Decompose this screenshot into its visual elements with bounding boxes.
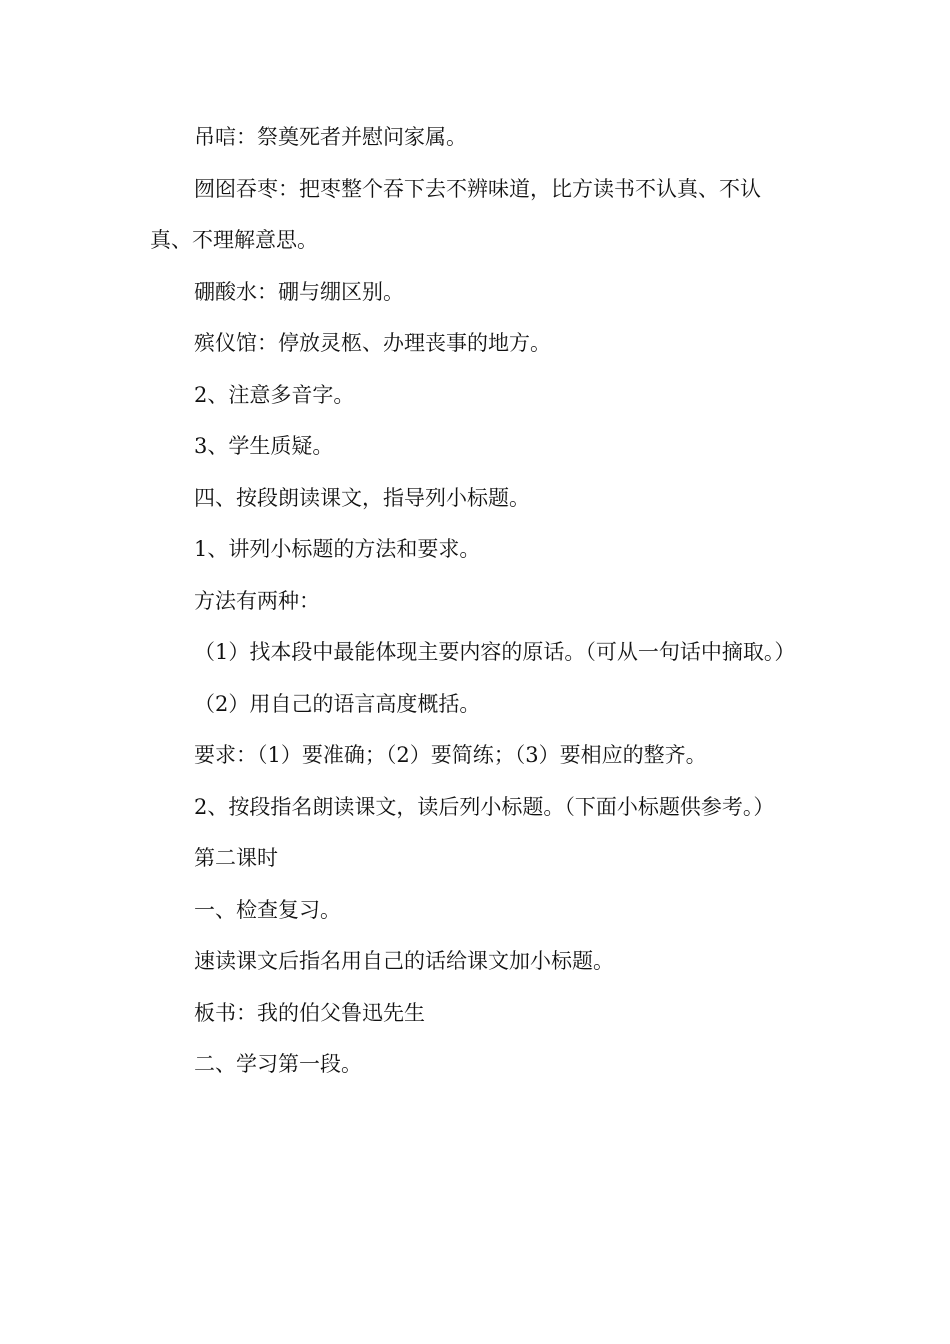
paragraph-section-four: 四、按段朗读课文，指导列小标题。: [194, 485, 530, 510]
paragraph-method-two: （2）用自己的语言高度概括。: [194, 691, 481, 716]
document-body: [150, 112, 800, 1091]
paragraph-hulun-tunzao: 囫囵吞枣：把枣整个吞下去不辨味道，比方读书不认真、不认真、不理解意思。: [150, 176, 761, 252]
paragraph-zhiyi: 3、学生质疑。: [194, 434, 334, 458]
paragraph-binyiguan: 殡仪馆：停放灵柩、办理丧事的地方。: [194, 331, 551, 355]
paragraph-second-lesson: 第二课时: [194, 846, 278, 870]
paragraph-diaoyan: 吊唁：祭奠死者并慰问家属。: [194, 125, 467, 149]
paragraph-requirements: 要求：（1）要准确；（2）要简练；（3）要相应的整齐。: [194, 743, 707, 767]
paragraph-review: 一、检查复习。: [194, 897, 341, 922]
paragraph-method-one: （1）找本段中最能体现主要内容的原话。（可从一句话中摘取。）: [194, 640, 796, 664]
paragraph-two-methods: 方法有两种：: [194, 588, 320, 613]
paragraph-duoyinzi: 2、注意多音字。: [194, 382, 355, 407]
paragraph-method-requirement: 1、讲列小标题的方法和要求。: [194, 537, 481, 561]
paragraph-blackboard: 板书：我的伯父鲁迅先生: [194, 1000, 425, 1025]
paragraph-speed-read: 速读课文后指名用自己的话给课文加小标题。: [194, 949, 614, 973]
paragraph-pengsuanshui: 硼酸水：硼与绷区别。: [194, 279, 404, 304]
paragraph-section-two: 二、学习第一段。: [194, 1052, 362, 1076]
paragraph-read-aloud: 2、按段指名朗读课文，读后列小标题。（下面小标题供参考。）: [194, 794, 775, 819]
